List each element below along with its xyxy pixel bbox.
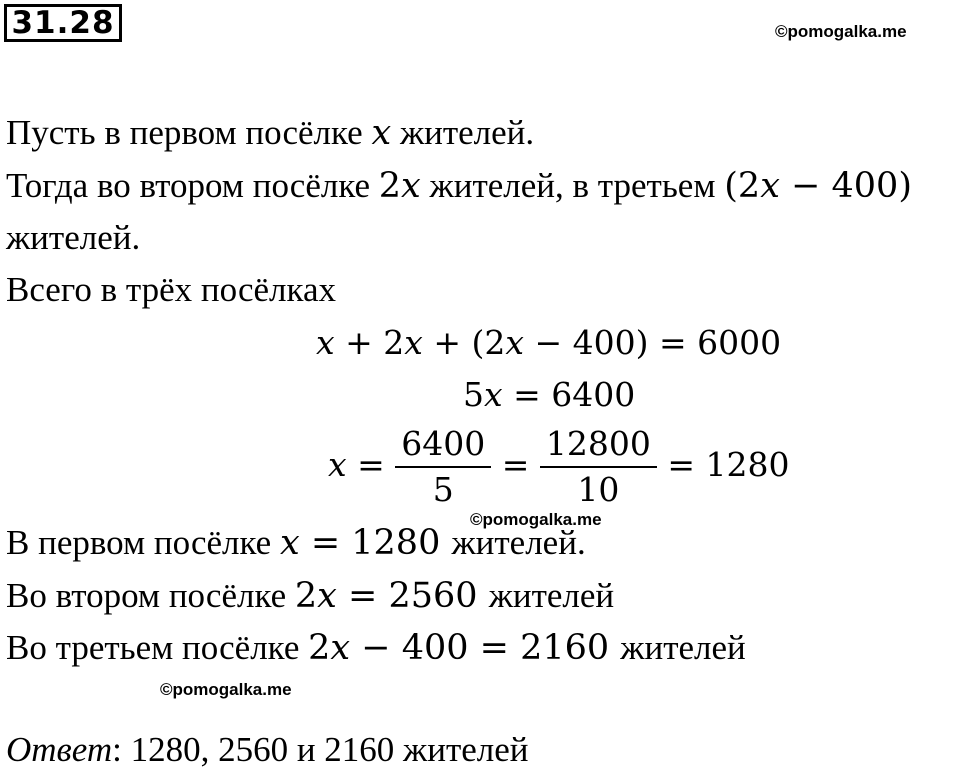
line-5	[6, 523, 586, 563]
math-part: =	[346, 445, 396, 484]
math-x: x	[317, 576, 337, 616]
math-part: − 400) = 6000	[524, 323, 782, 362]
text: жителей	[488, 576, 615, 615]
math-x: x	[279, 523, 300, 563]
fraction-2	[540, 422, 657, 512]
math-x: x	[371, 113, 392, 153]
text: В первом посёлке	[6, 523, 280, 562]
line-7	[6, 628, 746, 668]
math-part: = 1280	[656, 445, 790, 484]
math-part: = 2560	[336, 576, 489, 616]
text: Тогда во втором посёлке	[6, 166, 379, 205]
math-part: =	[491, 445, 540, 484]
math-x: x	[401, 166, 421, 206]
line-3: жителей.	[6, 218, 141, 257]
math-part: = 1280	[299, 523, 452, 563]
denominator: 10	[577, 470, 620, 509]
numerator: 12800	[540, 422, 657, 468]
math-2: 2	[294, 576, 318, 616]
equation-2	[463, 375, 635, 415]
text: Во втором посёлке	[6, 576, 295, 615]
answer-label: Ответ	[6, 730, 113, 769]
answer-text: : 1280, 2560 и 2160 жителей	[112, 730, 529, 769]
math-x: x	[330, 628, 351, 668]
math-2: 2	[308, 628, 331, 668]
math-x: x	[316, 323, 335, 362]
math-x: x	[760, 166, 780, 206]
line-2	[6, 166, 912, 206]
math-part: + 2	[334, 323, 405, 362]
equation-1	[316, 323, 781, 363]
math-part: 5	[463, 375, 484, 414]
watermark-bottom: ©pomogalka.me	[160, 680, 292, 699]
equation-3	[328, 422, 790, 512]
answer-line	[6, 730, 529, 770]
problem-number: 31.28	[4, 4, 122, 42]
math-x: x	[484, 375, 503, 414]
math-x: x	[328, 445, 347, 484]
watermark-top: ©pomogalka.me	[775, 22, 907, 41]
denominator: 5	[432, 470, 454, 509]
math-part: − 400 = 2160	[350, 628, 621, 668]
math-part: + (2	[422, 323, 506, 362]
text: жителей.	[391, 113, 535, 152]
line-4: Всего в трёх посёлках	[6, 270, 337, 309]
watermark-middle: ©pomogalka.me	[470, 510, 602, 529]
fraction-1	[395, 422, 491, 512]
text: Во третьем посёлке	[6, 628, 309, 667]
text: Пусть в первом посёлке	[6, 113, 372, 152]
math-2: 2	[378, 166, 402, 206]
text: жителей	[620, 628, 746, 667]
line-1	[6, 113, 534, 153]
numerator: 6400	[395, 422, 491, 468]
line-6	[6, 576, 614, 616]
math-x: x	[505, 323, 525, 362]
math-expr: (2	[724, 166, 761, 206]
math-part: = 6400	[502, 375, 636, 414]
math-expr: − 400)	[779, 166, 912, 206]
math-x: x	[404, 323, 423, 362]
text: жителей.	[451, 523, 586, 562]
text: жителей, в третьем	[420, 166, 725, 205]
